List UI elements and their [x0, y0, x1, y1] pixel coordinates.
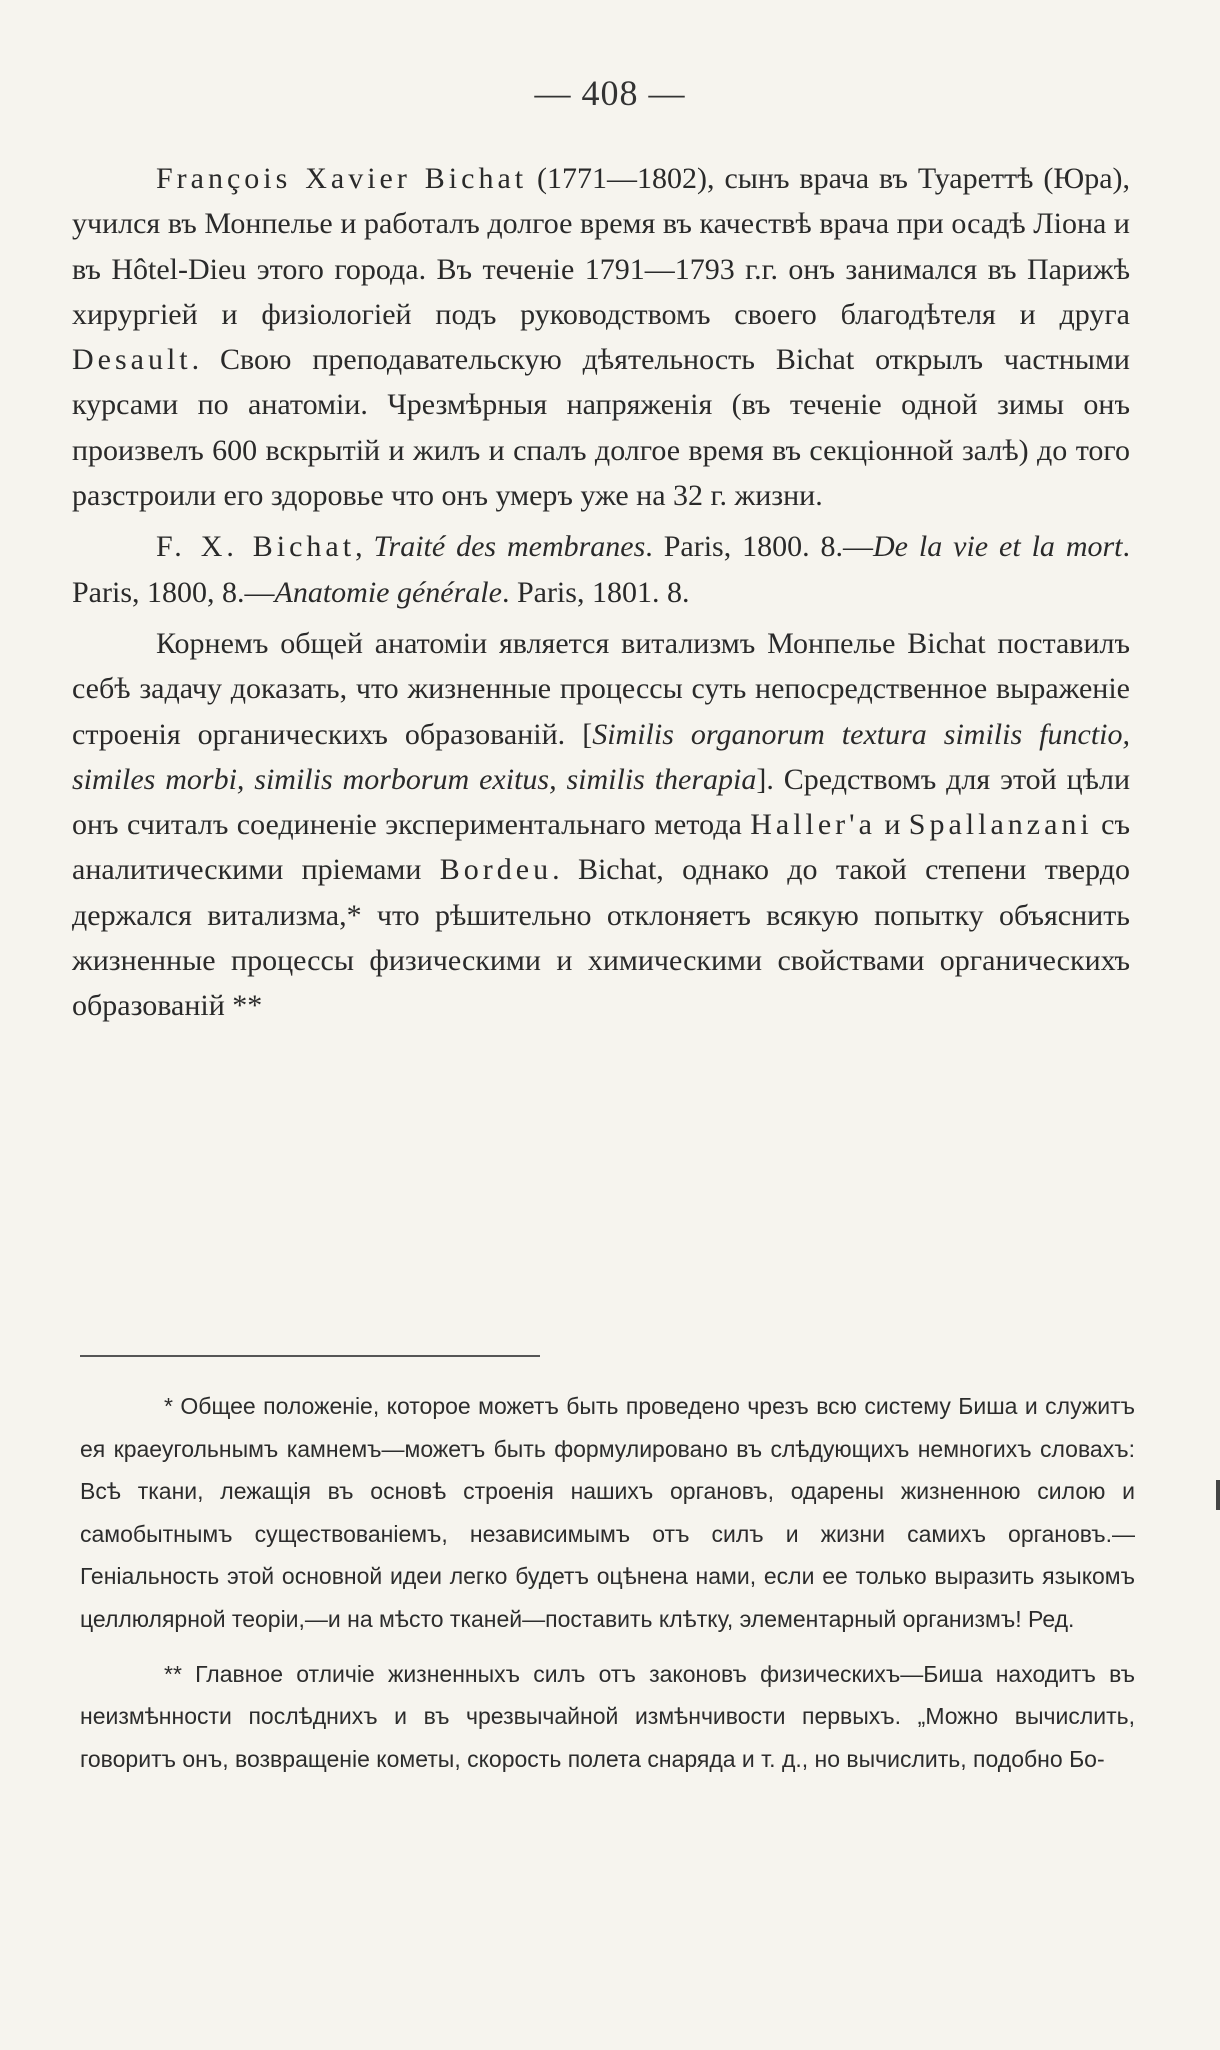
page-number: — 408 — — [534, 73, 686, 113]
text-segment: (1771—1802), сынъ врача въ Туареттѣ (Юра), учился въ Монпелье и работалъ долгое время въ качествѣ врача при осадѣ Ліона и въ Hôtel-Dieu этого города. Въ теченіе 1791—1793 г.г. онъ занимался въ Парижѣ хирургіей и физіологіей подъ руководствомъ своего благодѣтеля и друга — [72, 162, 1131, 331]
latin-quote: Similis organorum textura similis functio, similes morbi, similis morborum exitus, similis therapia — [72, 717, 1130, 796]
paragraph-vitalism — [72, 621, 1130, 1029]
person-name: Bordeu — [439, 853, 553, 887]
text-segment: . Paris, 1800, 8.— — [72, 530, 1130, 609]
text-segment: Корнемъ общей анатоміи является витализмъ Монпелье Bichat поставилъ себѣ задачу доказать, что жизненные процессы суть непосредственное выраженіе строенія органическихъ образованій. [ — [72, 626, 1130, 751]
text-segment: . Свою преподавательскую дѣятельность Bichat открылъ частными курсами по анатоміи. Чрезмѣрныя напряженія (въ теченіе одной зимы онъ произвелъ 600 вскрытій и жилъ и спалъ долгое время въ секціонной залѣ) до того разстроили его здоровье что онъ умеръ уже на 32 г. жизни. — [72, 343, 1130, 513]
paragraph-biography — [72, 156, 1130, 518]
page-edge-mark — [1216, 1480, 1220, 1510]
person-name: Spallanzani — [908, 808, 1093, 842]
text-segment: . Paris, 1800. 8.— — [645, 530, 874, 564]
person-name: François Xavier Bichat — [156, 162, 528, 195]
footnote-1: * Общее положеніе, которое можетъ быть проведено чрезъ всю систему Биша и служитъ ея краеугольнымъ камнемъ—можетъ быть формулировано въ слѣдующихъ немногихъ словахъ: Всѣ ткани, лежащія въ основѣ строенія нашихъ органовъ, одарены жизненною силою и самобытнымъ существованіемъ, независимымъ отъ силъ и жизни самихъ органовъ.—Геніальность этой основной идеи легко будетъ оцѣнена нами, если ее только выразить языкомъ целлюлярной теоріи,—и на мѣсто тканей—поставить клѣтку, элементарный организмъ! Ред. — [80, 1393, 1135, 1632]
work-title: Traité des membranes — [373, 530, 646, 564]
person-name: Desault — [72, 343, 192, 377]
footnote-2: ** Главное отличіе жизненныхъ силъ отъ законовъ физическихъ—Биша находитъ въ неизмѣнности послѣднихъ и въ чрезвычайной измѣнчивости первыхъ. „Можно вычислить, говоритъ онъ, возвращеніе кометы, скорость полета снаряда и т. д., но вычислить, подобно Бо- — [80, 1660, 1135, 1772]
paragraph-bibliography — [72, 524, 1130, 615]
person-name: Haller'a — [750, 808, 876, 842]
text-segment: ]. Средствомъ для этой цѣли онъ считалъ соединеніе экспериментальнаго метода — [72, 762, 1130, 842]
work-title: De la vie et la mort — [873, 530, 1123, 564]
footnotes — [80, 1385, 1135, 1780]
text-segment: . Paris, 1801. 8. — [501, 575, 690, 609]
footnote-divider — [80, 1355, 540, 1357]
work-title: Anatomie générale — [274, 575, 502, 609]
text-segment: съ аналитическими пріемами — [72, 808, 1130, 887]
text-segment: . Bichat, однако до такой степени твердо держался витализма,* что рѣшительно отклоняетъ всякую попытку объяснить жизненные процессы физическими и химическими свойствами органическихъ образованій ** — [72, 853, 1130, 1023]
text-segment: , — [355, 530, 374, 564]
author-name: F. X. Bichat — [156, 530, 356, 564]
text-segment: и — [875, 808, 909, 842]
main-text — [72, 156, 1130, 1029]
